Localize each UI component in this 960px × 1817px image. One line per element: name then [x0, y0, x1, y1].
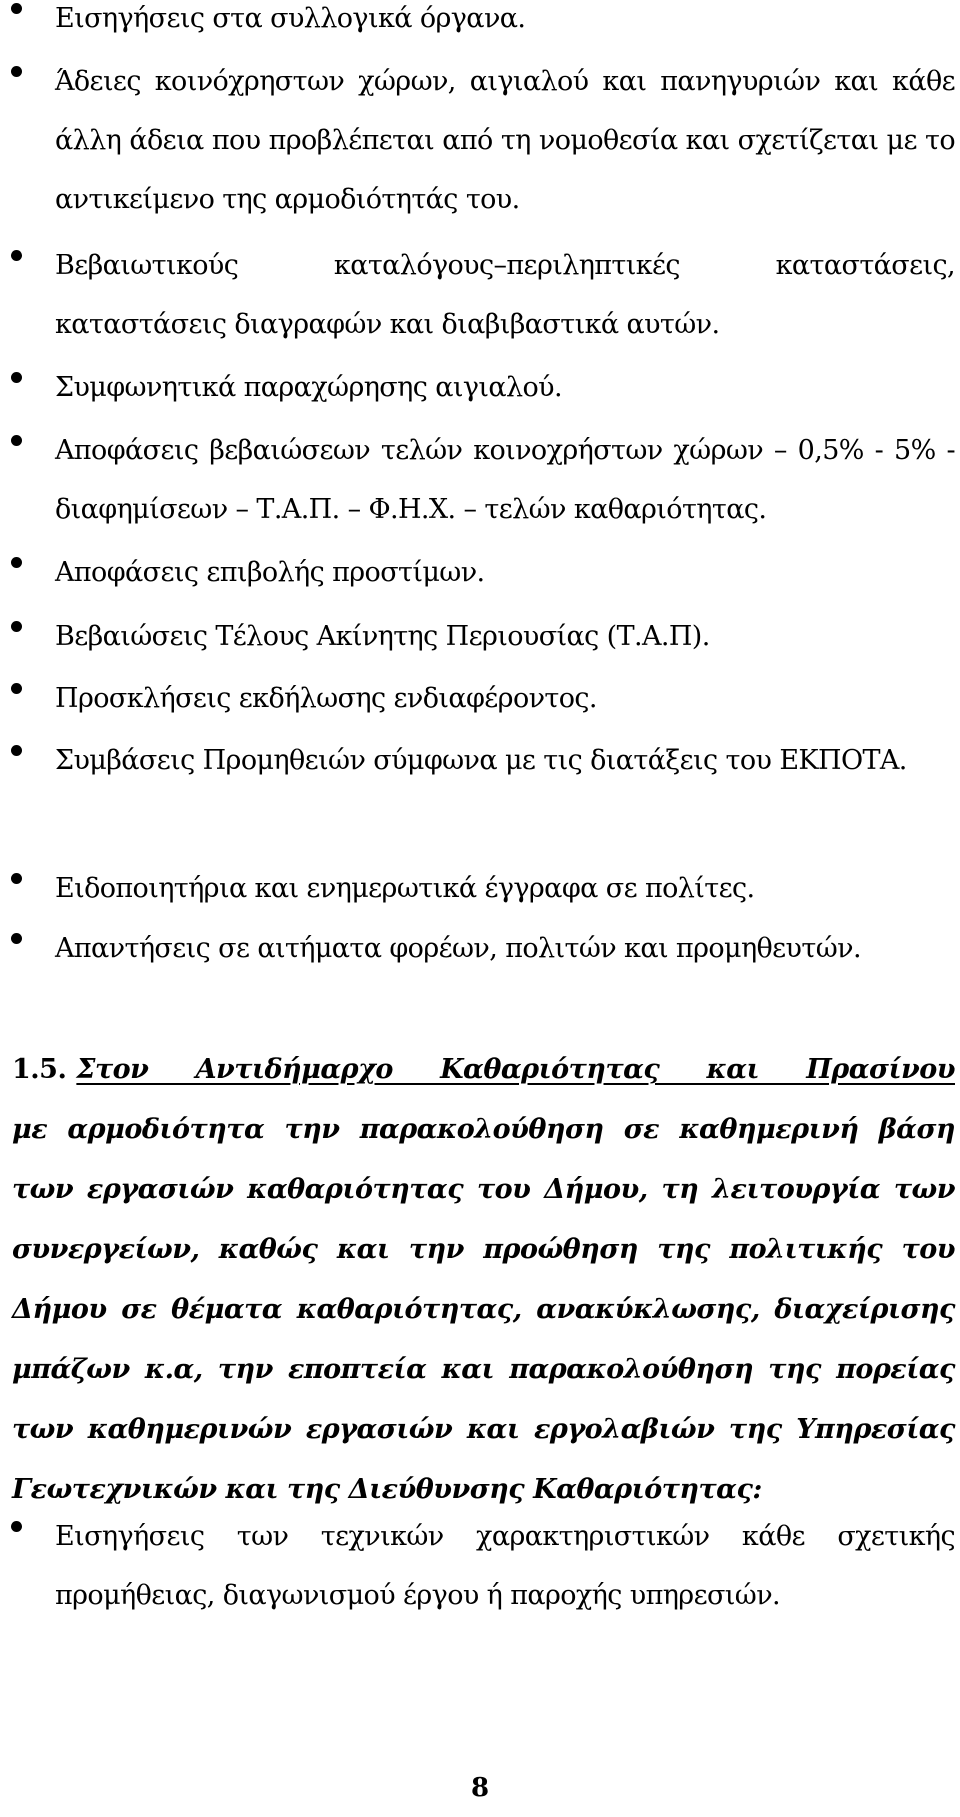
bullet-icon	[11, 557, 22, 568]
list-item	[55, 731, 955, 790]
list-item-text: Βεβαιώσεις Τέλους Ακίνητης Περιουσίας (Τ.Α.Π).	[55, 621, 710, 652]
bullet-icon	[11, 1521, 22, 1532]
bullet-icon	[11, 250, 22, 261]
list-item	[55, 859, 955, 918]
section-number: 1.5.	[12, 1054, 67, 1085]
list-item-text: Εισηγήσεις των τεχνικών χαρακτηριστικών κάθε σχετικής προμήθειας, διαγωνισμού έργου ή παροχής υπηρεσιών.	[55, 1521, 955, 1611]
list-item	[55, 543, 955, 602]
bullet-icon	[11, 435, 22, 446]
list-item-text: Συμφωνητικά παραχώρησης αιγιαλού.	[55, 372, 562, 403]
list-item	[55, 919, 955, 978]
list-item-text: Ειδοποιητήρια και ενημερωτικά έγγραφα σε πολίτες.	[55, 873, 755, 904]
list-item-text: Άδειες κοινόχρηστων χώρων, αιγιαλού και πανηγυριών και κάθε άλλη άδεια που προβλέπεται από τη νομοθεσία και σχετίζεται με το αντικείμενο της αρμοδιότητάς του.	[55, 66, 955, 215]
section-1-5	[12, 1040, 955, 1520]
list-item	[55, 236, 955, 354]
list-item	[55, 0, 955, 48]
list-item	[55, 607, 955, 666]
bullet-icon	[11, 66, 22, 77]
bullet-icon	[11, 933, 22, 944]
section-paragraph	[12, 1040, 955, 1520]
list-item	[55, 1507, 955, 1625]
list-item	[55, 669, 955, 728]
list-item-text: Συμβάσεις Προμηθειών σύμφωνα με τις διατάξεις του ΕΚΠΟΤΑ.	[55, 745, 907, 776]
bullet-icon	[11, 873, 22, 884]
list-item-text: Αποφάσεις επιβολής προστίμων.	[55, 557, 485, 588]
list-item-text: Αποφάσεις βεβαιώσεων τελών κοινοχρήστων χώρων – 0,5% - 5% - διαφημίσεων – Τ.Α.Π. – Φ.Η.Χ. – τελών καθαριότητας.	[55, 435, 955, 525]
list-item	[55, 52, 955, 229]
bullet-icon	[11, 3, 22, 14]
page-number: 8	[470, 1773, 490, 1803]
section-text: με αρμοδιότητα την παρακολούθηση σε καθημερινή βάση των εργασιών καθαριότητας του Δήμου, τη λειτουργία των συνεργείων, καθώς και την προώθηση της πολιτικής του Δήμου σε θέματα καθαριότητας, ανακύκλωσης, διαχείρισης μπάζων κ.α, την εποπτεία και παρακολούθηση της πορείας των καθημερινών εργασιών και εργολαβιών της Υπηρεσίας Γεωτεχνικών και της Διεύθυνσης Καθαριότητας:	[12, 1114, 955, 1505]
bullet-icon	[11, 621, 22, 632]
list-item	[55, 358, 955, 417]
section-title: Στον Αντιδήμαρχο Καθαριότητας και Πρασίνου	[76, 1054, 955, 1085]
list-item-text: Βεβαιωτικούς καταλόγους–περιληπτικές καταστάσεις, καταστάσεις διαγραφών και διαβιβαστικά αυτών.	[55, 250, 955, 340]
bullet-icon	[11, 372, 22, 383]
list-item-text: Εισηγήσεις στα συλλογικά όργανα.	[55, 3, 526, 34]
list-item	[55, 421, 955, 539]
bullet-icon	[11, 745, 22, 756]
bullet-icon	[11, 683, 22, 694]
list-item-text: Απαντήσεις σε αιτήματα φορέων, πολιτών και προμηθευτών.	[55, 933, 861, 964]
list-item-text: Προσκλήσεις εκδήλωσης ενδιαφέροντος.	[55, 683, 597, 714]
